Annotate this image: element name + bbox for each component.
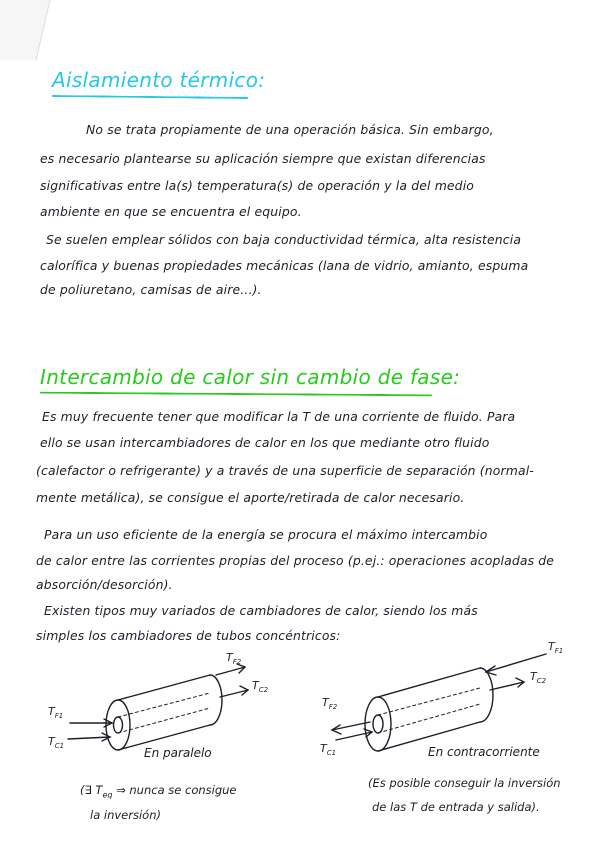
note-parallel-line1: (∃ $T_{eq}$ ⇒ nunca se consigue xyxy=(80,783,237,800)
diagram-counterflow xyxy=(310,632,590,762)
heading-aislamiento: Aislamiento térmico: xyxy=(52,68,266,92)
text-line: calorífica y buenas propiedades mecánicas (lana de vidrio, amianto, espuma xyxy=(40,258,529,273)
diagram-parallel-flow xyxy=(40,645,300,770)
text-line: es necesario plantearse su aplicación siempre que existan diferencias xyxy=(40,151,486,166)
label-tc1: $T_{C1}$ xyxy=(320,742,337,757)
label-tc2: $T_{C2}$ xyxy=(530,670,547,685)
label-tc2: $T_{C2}$ xyxy=(252,679,269,694)
text-line: (calefactor o refrigerante) y a través de una superficie de separación (normal- xyxy=(36,463,534,478)
note-counterflow-line1: (Es posible conseguir la inversión xyxy=(368,776,561,790)
label-tf2: $T_{F2}$ xyxy=(226,651,242,666)
label-tc1: $T_{C1}$ xyxy=(48,735,65,750)
caption-parallel: En paralelo xyxy=(144,746,212,760)
text-line: de poliuretano, camisas de aire...). xyxy=(40,282,262,297)
text-line: No se trata propiamente de una operación básica. Sin embargo, xyxy=(86,122,494,137)
text-line: Es muy frecuente tener que modificar la T de una corriente de fluido. Para xyxy=(42,409,516,424)
label-tf2: $T_{F2}$ xyxy=(322,696,338,711)
note-parallel-line2: la inversión) xyxy=(90,808,161,822)
text-line: absorción/desorción). xyxy=(36,577,173,592)
text-line: Se suelen emplear sólidos con baja conductividad térmica, alta resistencia xyxy=(46,232,522,247)
label-tf1: $T_{F1}$ xyxy=(48,705,64,720)
text-line: ello se usan intercambiadores de calor en los que mediante otro fluido xyxy=(40,435,490,450)
text-line: de calor entre las corrientes propias del proceso (p.ej.: operaciones acopladas de xyxy=(36,553,555,568)
label-tf1: $T_{F1}$ xyxy=(548,640,564,655)
text-line: Para un uso eficiente de la energía se procura el máximo intercambio xyxy=(44,527,488,542)
page-corner-fold xyxy=(0,0,60,60)
heading-underline xyxy=(40,392,432,397)
caption-counterflow: En contracorriente xyxy=(428,745,540,759)
text-line: simples los cambiadores de tubos concéntricos: xyxy=(36,628,341,643)
heading-underline xyxy=(52,95,248,99)
text-line: ambiente en que se encuentra el equipo. xyxy=(40,204,302,219)
heading-intercambio: Intercambio de calor sin cambio de fase: xyxy=(40,365,461,389)
text-line: Existen tipos muy variados de cambiadores de calor, siendo los más xyxy=(44,603,478,618)
text-line: significativas entre la(s) temperatura(s) de operación y la del medio xyxy=(40,178,475,193)
text-line: mente metálica), se consigue el aporte/retirada de calor necesario. xyxy=(36,490,465,505)
note-counterflow-line2: de las T de entrada y salida). xyxy=(372,800,540,814)
